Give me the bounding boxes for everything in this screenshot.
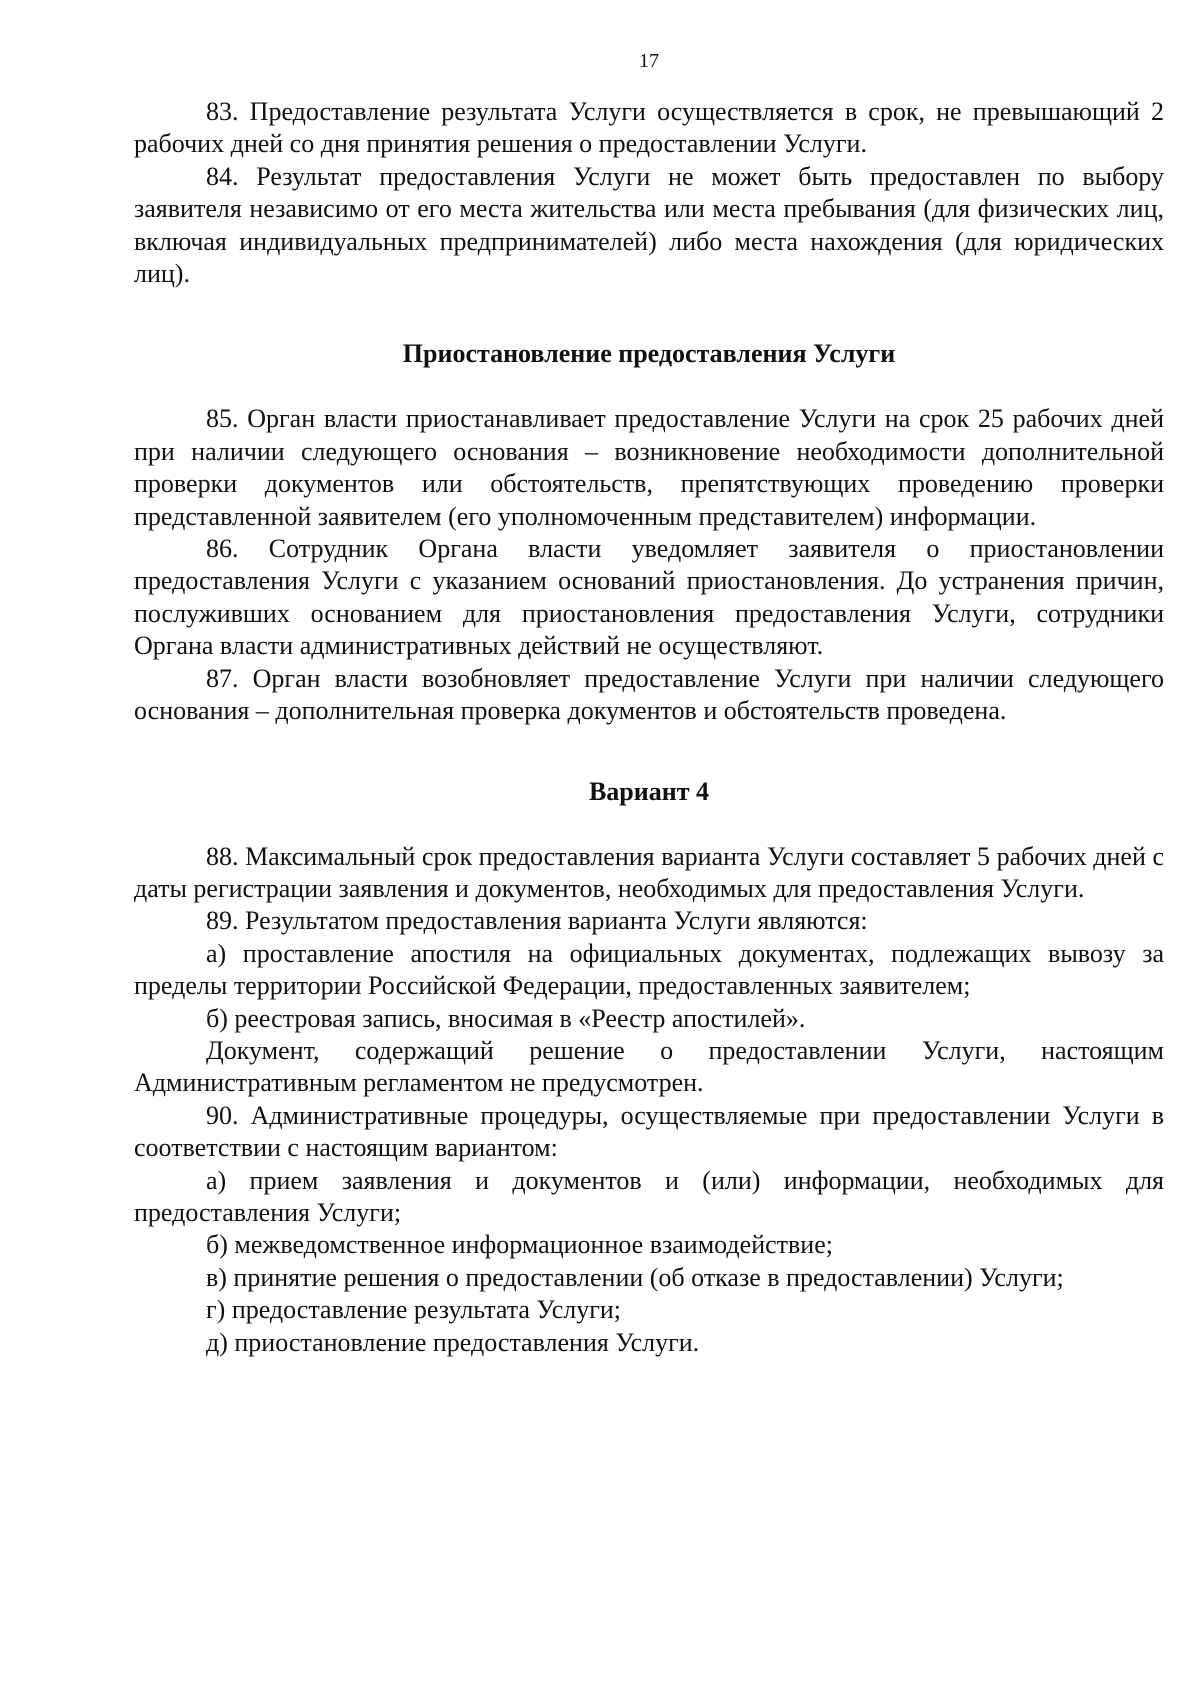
list-item-90-c: в) принятие решения о предоставлении (об отказе в предоставлении) Услуги;: [206, 1262, 1064, 1292]
section-heading-variant-4: Вариант 4: [588, 776, 710, 806]
paragraph-90: 90. Административные процедуры, осуществляемые при предоставлении Услуги в соответствии с настоящим вариантом:: [134, 1100, 1164, 1163]
paragraph-89: 89. Результатом предоставления варианта Услуги являются:: [206, 906, 868, 936]
paragraph-83: 83. Предоставление результата Услуги осуществляется в срок, не превышающий 2 рабочих дней со дня принятия решения о предоставлении Услуги.: [134, 97, 1164, 159]
list-item-90-a: а) прием заявления и документов и (или) информации, необходимых для предоставления Услуги;: [134, 1165, 1164, 1227]
paragraph-88: 88. Максимальный срок предоставления варианта Услуги составляет 5 рабочих дней с даты регистрации заявления и документов, необходимых для предоставления Услуги.: [134, 841, 1164, 903]
list-item-90-e: д) приостановление предоставления Услуги.: [206, 1327, 700, 1357]
page-number: 17: [639, 50, 659, 72]
paragraph-86: 86. Сотрудник Органа власти уведомляет заявителя о приостановлении предоставления Услуги с указанием оснований приостановления. До устранения причин, послуживших основанием для приостановления предоставления Услуги, сотрудники Органа власти административных действий не осуществляют.: [134, 534, 1164, 661]
list-item-90-d: г) предоставление результата Услуги;: [206, 1295, 622, 1325]
paragraph-84: 84. Результат предоставления Услуги не может быть предоставлен по выбору заявителя независимо от его места жительства или места пребывания (для физических лиц, включая индивидуальных предпринимателей) либо места нахождения (для юридических лиц).: [134, 161, 1164, 289]
list-item-90-b: б) межведомственное информационное взаимодействие;: [206, 1230, 833, 1260]
document-body: [134, 96, 1164, 1359]
list-item-89-b: б) реестровая запись, вносимая в «Реестр апостилей».: [206, 1003, 806, 1033]
paragraph-85: 85. Орган власти приостанавливает предоставление Услуги на срок 25 рабочих дней при наличии следующего основания – возникновение необходимости дополнительной проверки документов или обстоятельств, препятствующих проведению проверки представленной заявителем (его уполномоченным представителем) информации.: [134, 404, 1164, 531]
section-heading-suspension: Приостановление предоставления Услуги: [402, 339, 896, 369]
paragraph-87: 87. Орган власти возобновляет предоставление Услуги при наличии следующего основания – дополнительная проверка документов и обстоятельств проведена.: [134, 663, 1164, 726]
list-item-89-a: а) проставление апостиля на официальных документах, подлежащих вывозу за пределы территории Российской Федерации, предоставленных заявителем;: [134, 938, 1164, 1001]
paragraph-document-note: Документ, содержащий решение о предоставлении Услуги, настоящим Административным регламентом не предусмотрен.: [134, 1035, 1164, 1098]
